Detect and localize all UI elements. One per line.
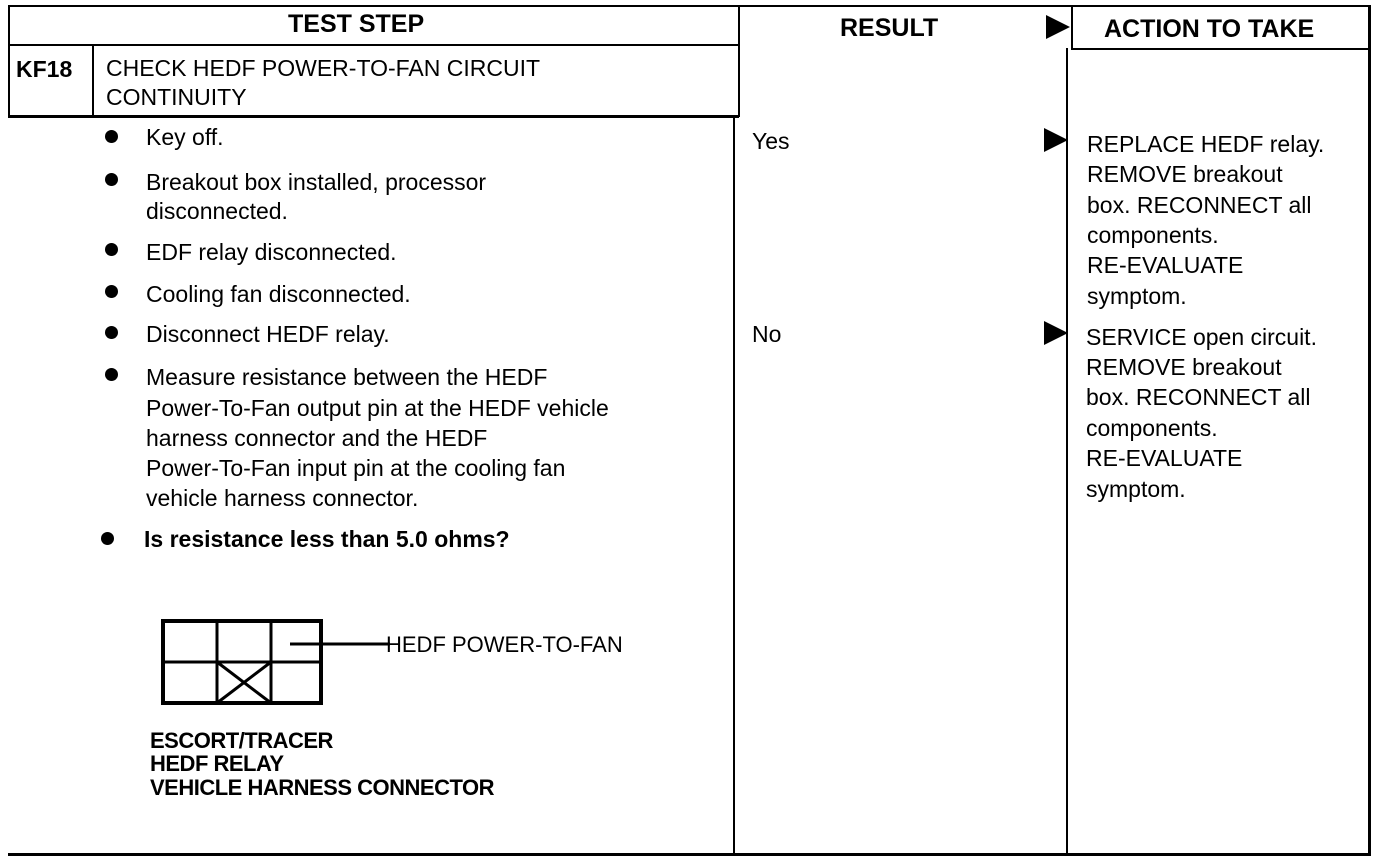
action-no-line2: REMOVE breakout [1086, 354, 1282, 380]
connector-diagram [150, 610, 400, 710]
diagram-caption-line2: HEDF RELAY [150, 751, 284, 776]
action-no-line4: components. [1086, 415, 1218, 441]
bullet-key-off: Key off. [146, 124, 224, 150]
bullet-icon [105, 130, 118, 143]
action-no-line5: RE-EVALUATE [1086, 445, 1243, 471]
result-no: No [752, 321, 782, 347]
action-yes-line3: box. RECONNECT all [1087, 192, 1312, 218]
bullet-cooling-fan: Cooling fan disconnected. [146, 281, 411, 307]
diagram-caption-line1: ESCORT/TRACER [150, 728, 333, 753]
bullet-icon [105, 243, 118, 256]
bullet-icon [105, 285, 118, 298]
action-yes-line2: REMOVE breakout [1087, 161, 1283, 187]
bullet-measure-line4: Power-To-Fan input pin at the cooling fan [146, 455, 566, 481]
action-yes-line5: RE-EVALUATE [1087, 252, 1244, 278]
test-step-header: TEST STEP [288, 10, 425, 38]
action-no-line1: SERVICE open circuit. [1086, 324, 1317, 350]
result-header: RESULT [840, 14, 939, 42]
header-arrow-icon [1046, 15, 1070, 39]
step-title-line1: CHECK HEDF POWER-TO-FAN CIRCUIT [106, 55, 541, 81]
bullet-icon [105, 368, 118, 381]
action-header: ACTION TO TAKE [1104, 15, 1315, 43]
action-yes-line4: components. [1087, 222, 1219, 248]
pin-label: HEDF POWER-TO-FAN [386, 632, 623, 657]
bullet-measure-line5: vehicle harness connector. [146, 485, 419, 511]
bullet-question: Is resistance less than 5.0 ohms? [144, 526, 510, 552]
bullet-measure-line1: Measure resistance between the HEDF [146, 364, 548, 390]
action-no-line3: box. RECONNECT all [1086, 384, 1311, 410]
action-no-line6: symptom. [1086, 476, 1186, 502]
result-yes: Yes [752, 128, 790, 154]
bullet-icon [101, 532, 114, 545]
bullet-icon [105, 173, 118, 186]
bullet-measure-line3: harness connector and the HEDF [146, 425, 488, 451]
yes-arrow-icon [1044, 128, 1068, 152]
bullet-disconnect-hedf: Disconnect HEDF relay. [146, 321, 390, 347]
action-yes-line6: symptom. [1087, 283, 1187, 309]
step-title-line2: CONTINUITY [106, 84, 247, 110]
bullet-icon [105, 326, 118, 339]
bullet-edf-relay: EDF relay disconnected. [146, 239, 397, 265]
no-arrow-icon [1044, 321, 1068, 345]
step-id: KF18 [16, 56, 73, 82]
bullet-breakout-line2: disconnected. [146, 198, 288, 224]
bullet-measure-line2: Power-To-Fan output pin at the HEDF vehicle [146, 395, 609, 421]
bullet-breakout-line1: Breakout box installed, processor [146, 169, 487, 195]
action-yes-line1: REPLACE HEDF relay. [1087, 131, 1325, 157]
diagram-caption-line3: VEHICLE HARNESS CONNECTOR [150, 775, 495, 800]
